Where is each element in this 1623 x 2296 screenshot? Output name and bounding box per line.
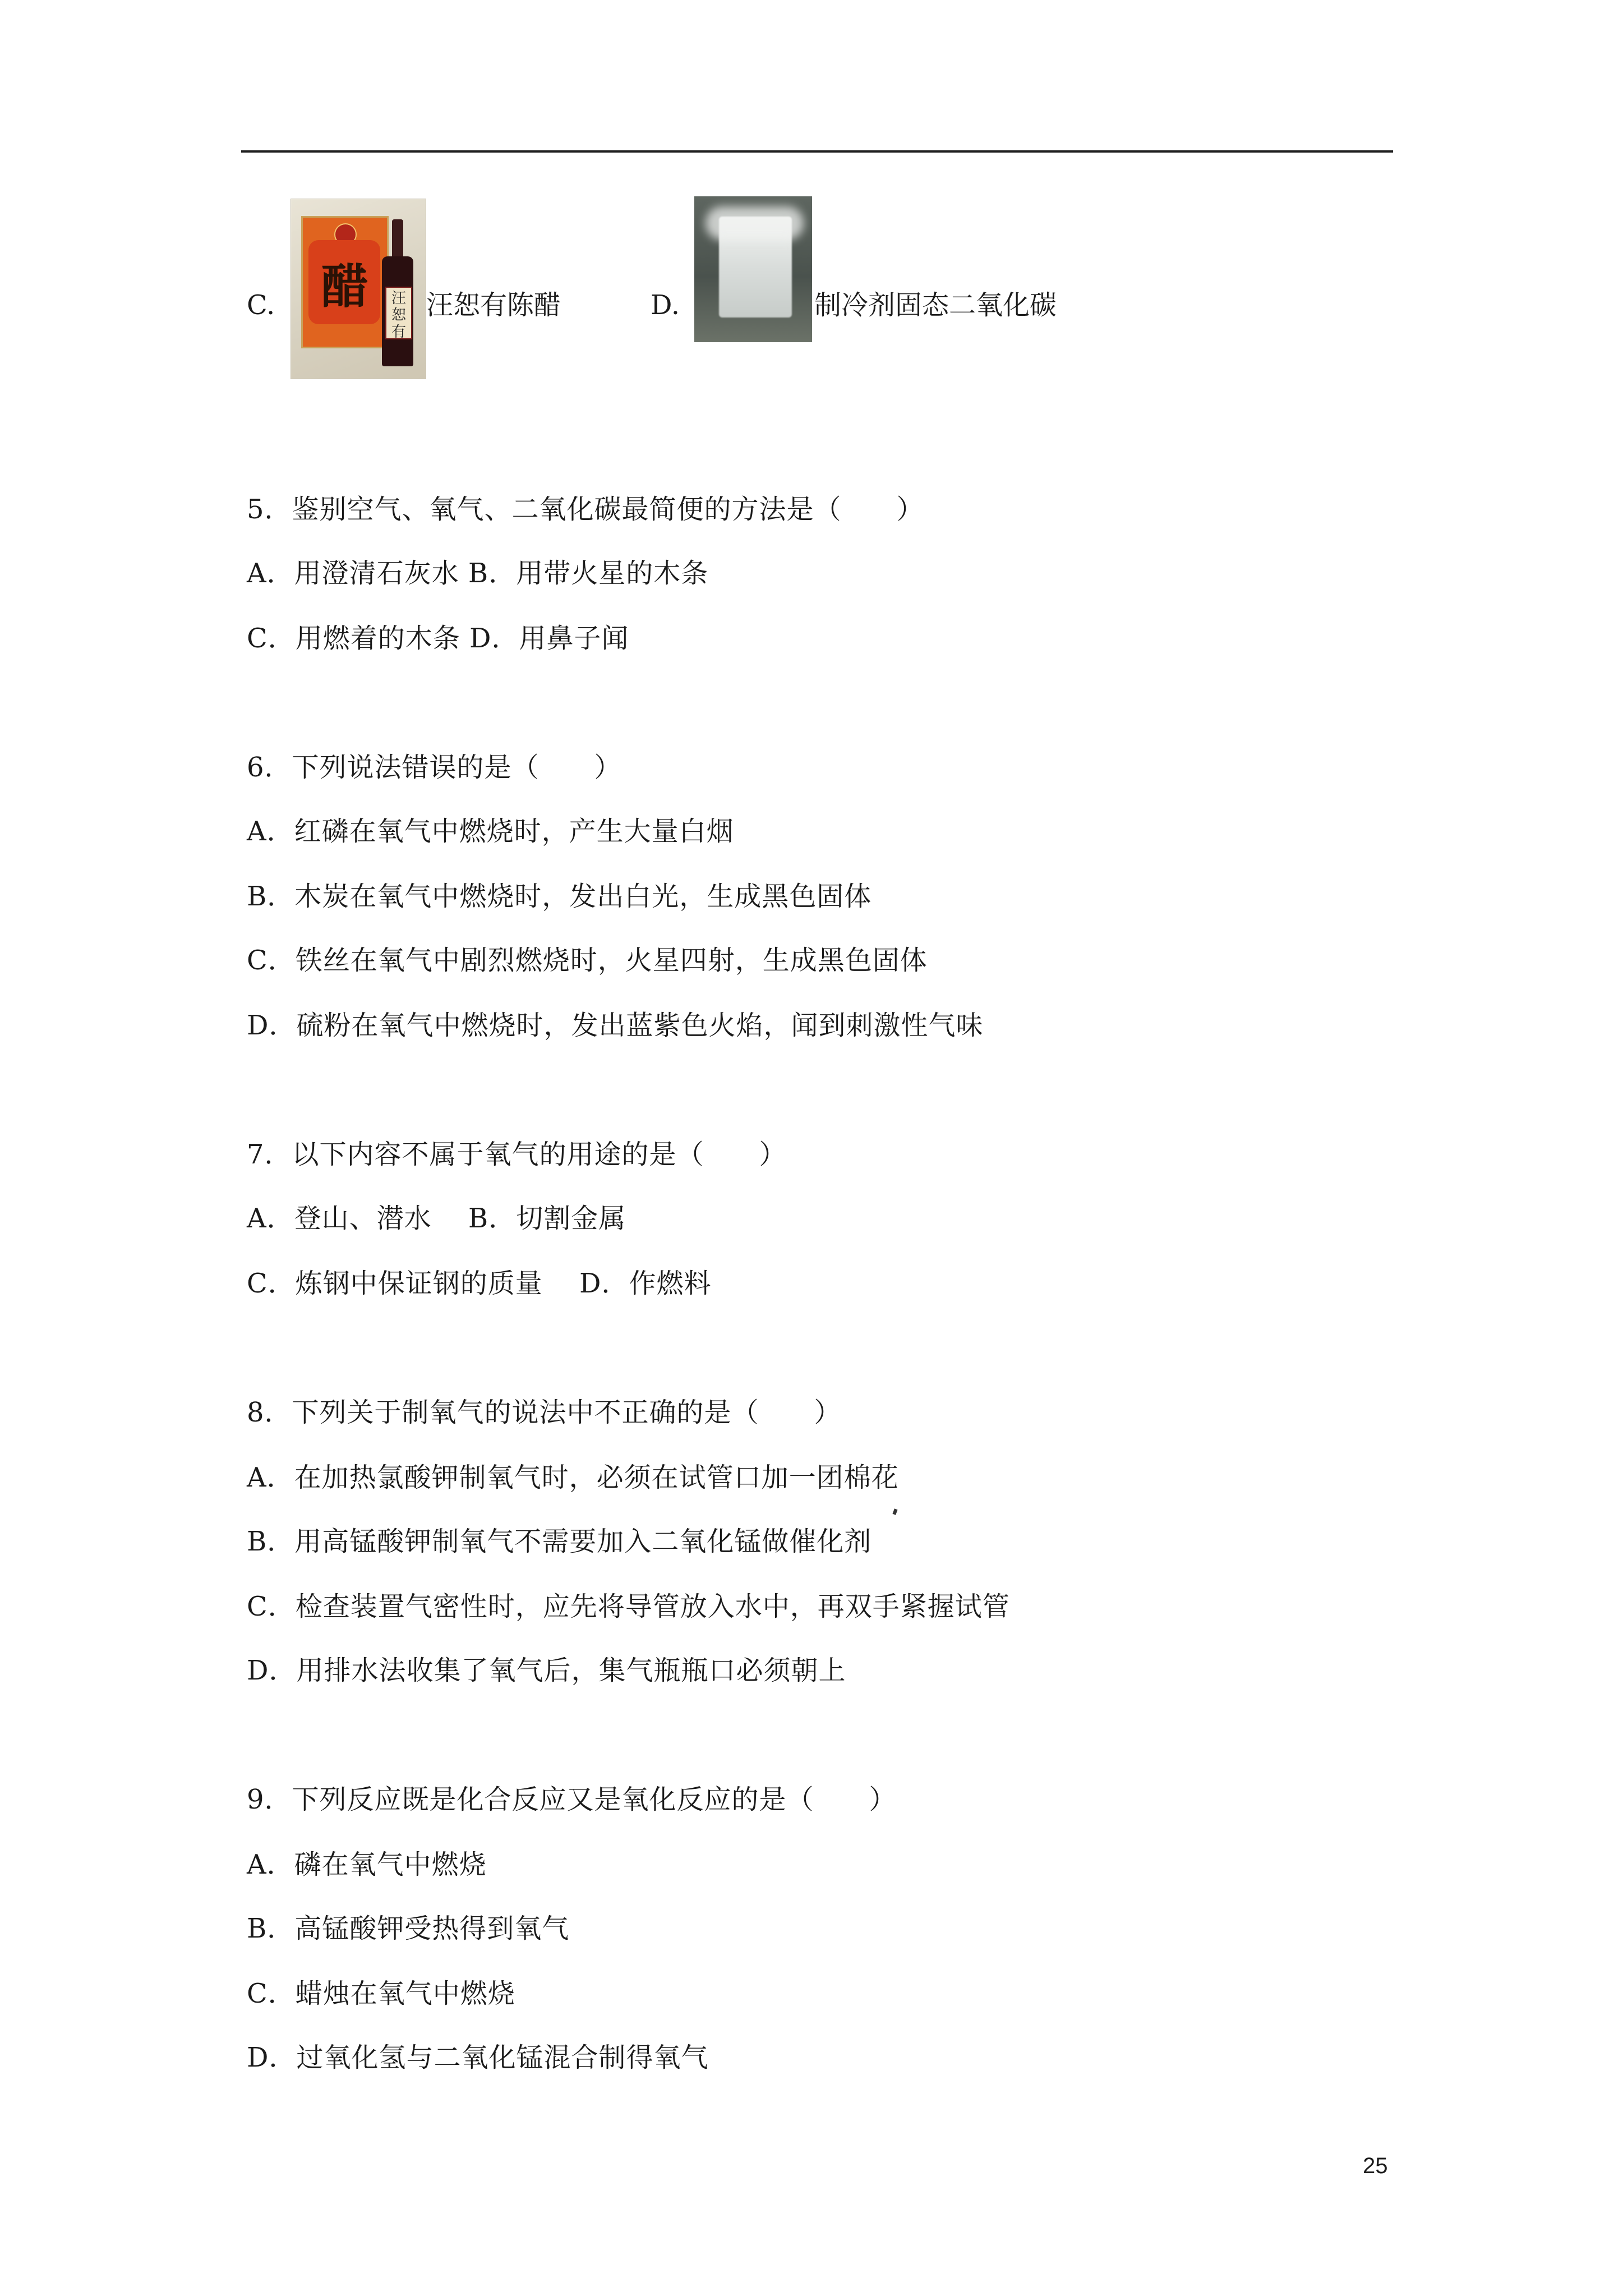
- option-d-label: D.: [651, 289, 680, 321]
- question-6-option-a: A．红磷在氧气中燃烧时，产生大量白烟: [247, 816, 734, 847]
- question-9-option-b: B．高锰酸钾受热得到氧气: [247, 1913, 570, 1944]
- question-8-option-d: D．用排水法收集了氧气后，集气瓶瓶口必须朝上: [247, 1655, 846, 1686]
- page-number: 25: [1363, 2154, 1388, 2178]
- question-7-option-line-2: C．炼钢中保证钢的质量 D．作燃料: [247, 1268, 712, 1299]
- bottle-neck: [392, 219, 403, 259]
- question-9-option-d: D．过氧化氢与二氧化锰混合制得氧气: [247, 2042, 709, 2073]
- question-9-stem: 9．下列反应既是化合反应又是氧化反应的是（ ）: [247, 1784, 897, 1815]
- question-8-option-a: A．在加热氯酸钾制氧气时，必须在试管口加一团棉花: [247, 1462, 899, 1493]
- question-8-stem: 8．下列关于制氧气的说法中不正确的是（ ）: [247, 1397, 842, 1428]
- stray-ink-mark: [892, 1508, 897, 1515]
- question-9-option-a: A．磷在氧气中燃烧: [247, 1849, 487, 1880]
- question-8-option-c: C．检查装置气密性时，应先将导管放入水中，再双手紧握试管: [247, 1591, 1010, 1622]
- question-9-option-c: C．蜡烛在氧气中燃烧: [247, 1978, 515, 2009]
- question-5-stem: 5．鉴别空气、氧气、二氧化碳最简便的方法是（ ）: [247, 494, 924, 525]
- question-5-option-line-2: C．用燃着的木条 D．用鼻子闻: [247, 623, 629, 654]
- question-7-stem: 7．以下内容不属于氧气的用途的是（ ）: [247, 1139, 787, 1170]
- question-6-stem: 6．下列说法错误的是（ ）: [247, 752, 622, 783]
- dry-ice-fog: [706, 206, 804, 240]
- question-8-option-b: B．用高锰酸钾制氧气不需要加入二氧化锰做催化剂: [247, 1526, 872, 1557]
- header-rule: [241, 150, 1393, 153]
- question-6-option-c: C．铁丝在氧气中剧烈燃烧时，火星四射，生成黑色固体: [247, 945, 928, 976]
- bottle-label-text: 汪恕有: [391, 290, 406, 341]
- question-7-option-line-1: A．登山、潜水 B．切割金属: [247, 1203, 626, 1234]
- question-6-option-d: D．硫粉在氧气中燃烧时，发出蓝紫色火焰，闻到刺激性气味: [247, 1010, 984, 1041]
- vinegar-box-glyph: 醋: [321, 259, 368, 314]
- bottle-label: [385, 287, 412, 339]
- question-5-option-line-1: A．用澄清石灰水 B．用带火星的木条: [247, 558, 709, 589]
- dry-ice-image: [694, 196, 812, 342]
- option-c-label: C.: [247, 289, 275, 321]
- vinegar-box: [301, 216, 389, 348]
- vinegar-bottle: [381, 219, 414, 366]
- option-d-text: 制冷剂固态二氧化碳: [814, 289, 1057, 321]
- question-6-option-b: B．木炭在氧气中燃烧时，发出白光，生成黑色固体: [247, 881, 872, 912]
- vinegar-product-image: [291, 199, 426, 379]
- option-c-text: 汪恕有陈醋: [426, 289, 561, 321]
